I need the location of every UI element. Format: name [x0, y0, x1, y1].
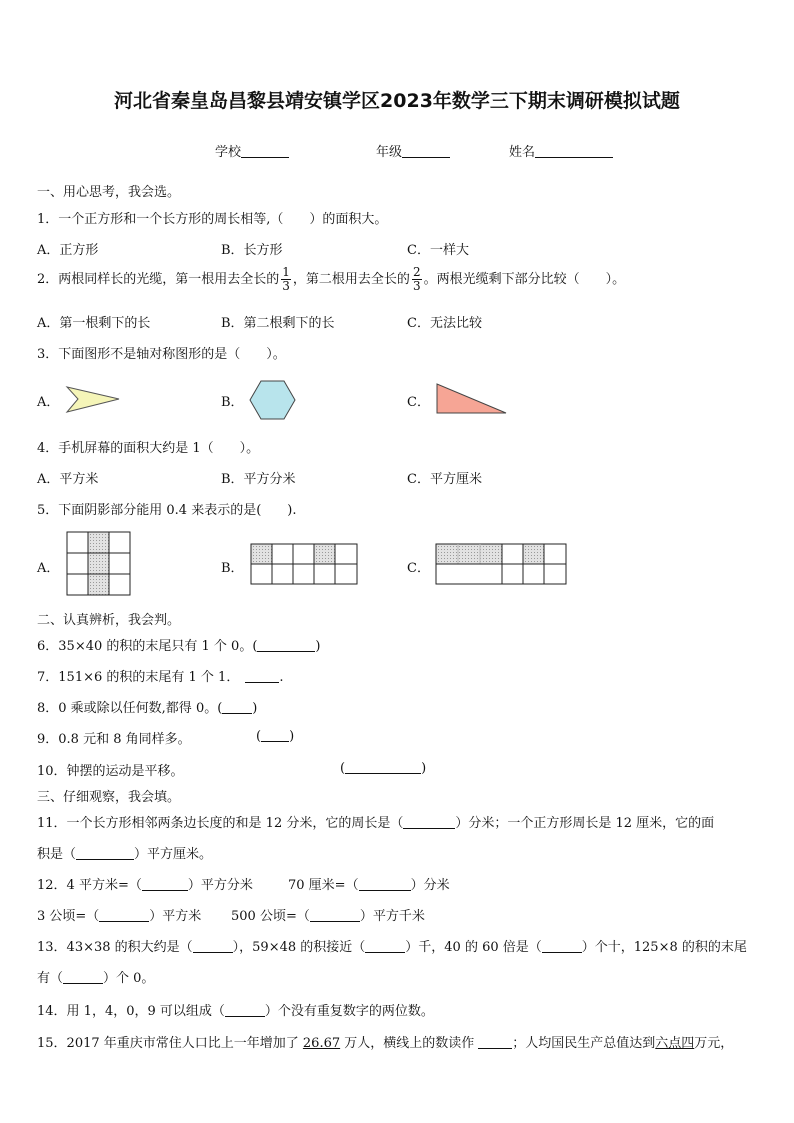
question-1: 1．一个正方形和一个长方形的周长相等,（ ）的面积大。: [37, 212, 388, 227]
answer-blank: [222, 700, 252, 714]
q12-text: 3 公顷=（: [37, 909, 100, 924]
question-14: [37, 1000, 434, 1019]
section1-heading: 一、用心思考，我会选。: [37, 185, 181, 200]
question-8: [37, 697, 257, 716]
fraction-one-third: [281, 266, 291, 293]
answer-blank: [478, 1035, 512, 1049]
q11-text-c: 积是（: [37, 847, 77, 862]
q4-option-a: A．平方米: [37, 472, 99, 487]
answer-blank: [310, 908, 360, 922]
q5-option-a: A．: [37, 561, 60, 576]
triangle-figure: [435, 382, 509, 416]
answer-blank: [257, 638, 315, 652]
shaded-cell: [251, 544, 272, 564]
q2-text-mid: ，第二根用去全长的: [292, 272, 410, 287]
q12-text: ）分米: [410, 878, 450, 893]
answer-blank: [193, 939, 233, 953]
fraction-denominator: 3: [282, 279, 290, 293]
underlined-number: 六点四: [655, 1036, 695, 1051]
question-3: 3．下面图形不是轴对称图形的是（ ）。: [37, 347, 286, 362]
name-label: 姓名: [509, 145, 536, 160]
fraction-denominator: 3: [412, 279, 421, 293]
paren-open: (: [340, 761, 346, 776]
name-field: [509, 141, 613, 160]
question-5: 5．下面阴影部分能用 0.4 来表示的是( ).: [37, 503, 297, 518]
answer-blank: [142, 877, 188, 891]
answer-blank: [345, 760, 421, 774]
q5-option-c: C．: [407, 561, 430, 576]
q13-text: 有（: [37, 971, 64, 986]
question-4: 4．手机屏幕的面积大约是 1（ ）。: [37, 441, 260, 456]
q3-option-c: C．: [407, 395, 430, 410]
q14-text: ）个没有重复数字的两位数。: [264, 1004, 434, 1019]
answer-blank: [261, 728, 289, 742]
q11-text-d: ）平方厘米。: [134, 847, 213, 862]
hexagon-figure: [248, 379, 298, 423]
q13-text: 13．43×38 的积大约是（: [37, 940, 193, 955]
q9-answer: [256, 728, 294, 744]
paren-close: ): [289, 729, 295, 744]
q8-text: 8．0 乘或除以任何数,都得 0。(: [37, 701, 223, 716]
q1-option-a: A．正方形: [37, 243, 99, 258]
shaded-cell: [88, 553, 109, 574]
question-11-line1: [37, 812, 714, 831]
answer-blank: [365, 939, 405, 953]
q15-text: ；人均国民生产总值达到: [512, 1036, 656, 1051]
grid-2x5-figure: [250, 543, 360, 587]
q4-option-c: C．平方厘米: [407, 472, 482, 487]
section2-heading: 二、认真辨析，我会判。: [37, 613, 181, 628]
q1-option-b: B．长方形: [221, 243, 283, 258]
fraction-two-thirds: [412, 266, 422, 293]
shaded-cell: [436, 544, 502, 564]
question-11-line2: [37, 843, 212, 862]
q11-text-b: ）分米；一个正方形周长是 12 厘米，它的面: [455, 816, 715, 831]
q1-option-c: C．一样大: [407, 243, 469, 258]
paren-open: (: [256, 729, 262, 744]
q7-text: 7．151×6 的积的末尾有 1 个 1．: [37, 670, 240, 685]
question-7: [37, 666, 283, 685]
q2-text-pre: 2．两根同样长的光缆，第一根用去全长的: [37, 272, 280, 287]
question-2: [37, 266, 625, 293]
q13-text: ）个 0。: [103, 971, 155, 986]
q13-text: ），59×48 的积接近（: [232, 940, 366, 955]
arrow-shape-figure: [64, 384, 124, 416]
answer-blank: [63, 970, 103, 984]
q12-text: 500 公顷=（: [231, 909, 310, 924]
school-label: 学校: [215, 145, 242, 160]
fraction-numerator: 1: [282, 265, 290, 279]
question-15: [37, 1032, 733, 1051]
question-12-line1: [37, 874, 253, 893]
fraction-numerator: 2: [412, 265, 421, 279]
q12-text: 12．4 平方米=（: [37, 878, 142, 893]
q4-option-b: B．平方分米: [221, 472, 296, 487]
q12-text: ）平方分米: [187, 878, 253, 893]
q11-text-a: 11．一个长方形相邻两条边长度的和是 12 分米，它的周长是（: [37, 816, 404, 831]
answer-blank: [99, 908, 149, 922]
q3-option-b: B．: [221, 395, 244, 410]
school-field: [215, 141, 289, 160]
underlined-number: 26.67: [302, 1036, 341, 1051]
q13-text: ）千，40 的 60 倍是（: [405, 940, 542, 955]
question-12-part2: [288, 874, 450, 893]
q12-text: ）平方千米: [359, 909, 425, 924]
period: .: [279, 670, 284, 685]
grid-2x6-figure: [435, 543, 569, 587]
question-10: 10．钟摆的运动是平移。: [37, 764, 184, 779]
section3-heading: 三、仔细观察，我会填。: [37, 790, 181, 805]
answer-blank: [225, 1003, 265, 1017]
paren-close: ): [421, 761, 427, 776]
grade-blank: [402, 144, 450, 158]
triangle-polygon: [437, 384, 506, 413]
shaded-cell: [88, 532, 109, 553]
grade-label: 年级: [376, 145, 403, 160]
answer-blank: [359, 877, 411, 891]
name-blank: [535, 144, 613, 158]
q14-text: 14．用 1，4，0，9 可以组成（: [37, 1004, 225, 1019]
question-12-part4: [231, 905, 425, 924]
shaded-cell: [88, 574, 109, 595]
answer-blank: [403, 815, 455, 829]
answer-blank: [245, 669, 279, 683]
question-6: [37, 635, 320, 654]
hexagon-polygon: [250, 381, 295, 419]
shaded-cell: [523, 544, 544, 564]
q13-text: ）个十，125×8 的积的末尾: [581, 940, 747, 955]
question-13-line1: [37, 936, 747, 955]
q12-text: ）平方米: [149, 909, 202, 924]
q12-text: 70 厘米=（: [288, 878, 359, 893]
q2-text-post: 。两根光缆剩下部分比较（ ）。: [423, 272, 626, 287]
arrow-polygon: [67, 387, 119, 412]
q15-text: 万元，: [694, 1036, 734, 1051]
q2-option-c: C．无法比较: [407, 316, 482, 331]
question-12-line2: [37, 905, 201, 924]
q6-text: 6．35×40 的积的末尾只有 1 个 0。(: [37, 639, 258, 654]
q10-answer: [340, 760, 426, 776]
q2-option-b: B．第二根剩下的长: [221, 316, 335, 331]
q15-text: 万人，横线上的数读作: [340, 1036, 475, 1051]
q2-option-a: A．第一根剩下的长: [37, 316, 151, 331]
q15-text: 15．2017 年重庆市常住人口比上一年增加了: [37, 1036, 303, 1051]
shaded-cell: [314, 544, 335, 564]
grade-field: [376, 141, 450, 160]
paren-close: ): [252, 701, 258, 716]
question-13-line2: [37, 967, 154, 986]
paren-close: ): [315, 639, 321, 654]
q3-option-a: A．: [37, 395, 60, 410]
question-9: 9．0.8 元和 8 角同样多。: [37, 732, 191, 747]
answer-blank: [542, 939, 582, 953]
school-blank: [241, 144, 289, 158]
q5-option-b: B．: [221, 561, 244, 576]
answer-blank: [76, 846, 134, 860]
grid-3x3-figure: [66, 531, 132, 597]
page-title: 河北省秦皇岛昌黎县靖安镇学区2023年数学三下期末调研模拟试题: [114, 90, 680, 112]
